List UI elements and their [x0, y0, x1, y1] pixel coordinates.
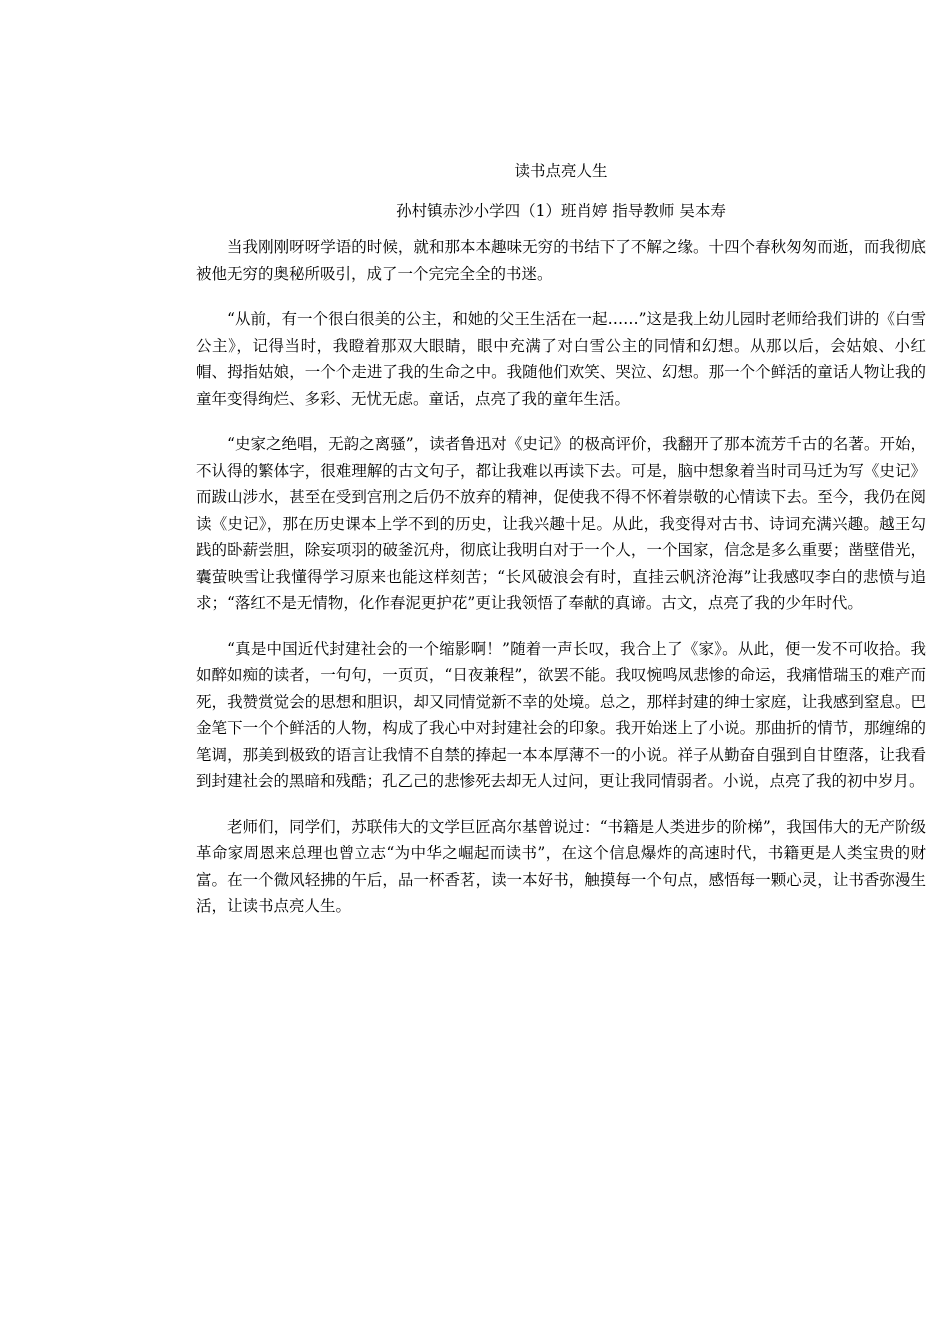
document-page — [196, 158, 926, 939]
author-byline: 孙村镇赤沙小学四（1）班肖婷 指导教师 吴本寿 — [396, 202, 726, 220]
paragraph-classics: “史家之绝唱，无韵之离骚”，读者鲁迅对《史记》的极高评价，我翻开了那本流芳千古的名著。开始，不认得的繁体字，很难理解的古文句子，都让我难以再读下去。可是，脑中想象着当时司马迁为写《史记》而跋山涉水，甚至在受到宫刑之后仍不放弃的精神，促使我不得不怀着崇敬的心情读下去。至今，我仍在阅读《史记》，那在历史课本上学不到的历史，让我兴趣十足。从此，我变得对古书、诗词充满兴趣。越王勾践的卧薪尝胆，除妄项羽的破釜沉舟，彻底让我明白对于一个人，一个国家，信念是多么重要；凿壁借光，囊萤映雪让我懂得学习原来也能这样刻苦；“长风破浪会有时，直挂云帆济沧海”让我感叹李白的悲愤与追求；“落红不是无情物，化作春泥更护花”更让我领悟了奉献的真谛。古文，点亮了我的少年时代。 — [196, 435, 926, 612]
paragraph-conclusion: 老师们，同学们，苏联伟大的文学巨匠高尔基曾说过：“书籍是人类进步的阶梯”，我国伟大的无产阶级革命家周恩来总理也曾立志“为中华之崛起而读书”，在这个信息爆炸的高速时代，书籍更是人类宝贵的财富。在一个微风轻拂的午后，品一杯香茗，读一本好书，触摸每一个句点，感悟每一颗心灵，让书香弥漫生活，让读书点亮人生。 — [196, 817, 926, 915]
paragraph-fairy-tales: “从前，有一个很白很美的公主，和她的父王生活在一起……”这是我上幼儿园时老师给我们讲的《白雪公主》，记得当时，我瞪着那双大眼睛，眼中充满了对白雪公主的同情和幻想。从那以后，会姑娘、小红帽、拇指姑娘，一个个走进了我的生命之中。我随他们欢笑、哭泣、幻想。那一个个鲜活的童话人物让我的童年变得绚烂、多彩、无忧无虑。童话，点亮了我的童年生活。 — [196, 310, 926, 408]
paragraph-intro: 当我刚刚呀呀学语的时候，就和那本本趣味无穷的书结下了不解之缘。十四个春秋匆匆而逝，而我彻底被他无穷的奥秘所吸引，成了一个完完全全的书迷。 — [196, 238, 926, 283]
essay-title: 读书点亮人生 — [514, 162, 608, 180]
paragraph-novels: “真是中国近代封建社会的一个缩影啊！”随着一声长叹，我合上了《家》。从此，便一发不可收拾。我如醉如痴的读者，一句句，一页页，“日夜兼程”，欲罢不能。我叹惋鸣凤悲惨的命运，我痛惜瑞玉的难产而死，我赞赏觉会的思想和胆识，却又同情觉新不幸的处境。总之，那样封建的绅士家庭，让我感到窒息。巴金笔下一个个鲜活的人物，构成了我心中对封建社会的印象。我开始迷上了小说。那曲折的情节，那缠绵的笔调，那美到极致的语言让我情不自禁的捧起一本本厚薄不一的小说。祥子从勤奋自强到自甘堕落，让我看到封建社会的黑暗和残酷；孔乙己的悲惨死去却无人过问，更让我同情弱者。小说，点亮了我的初中岁月。 — [196, 639, 926, 790]
